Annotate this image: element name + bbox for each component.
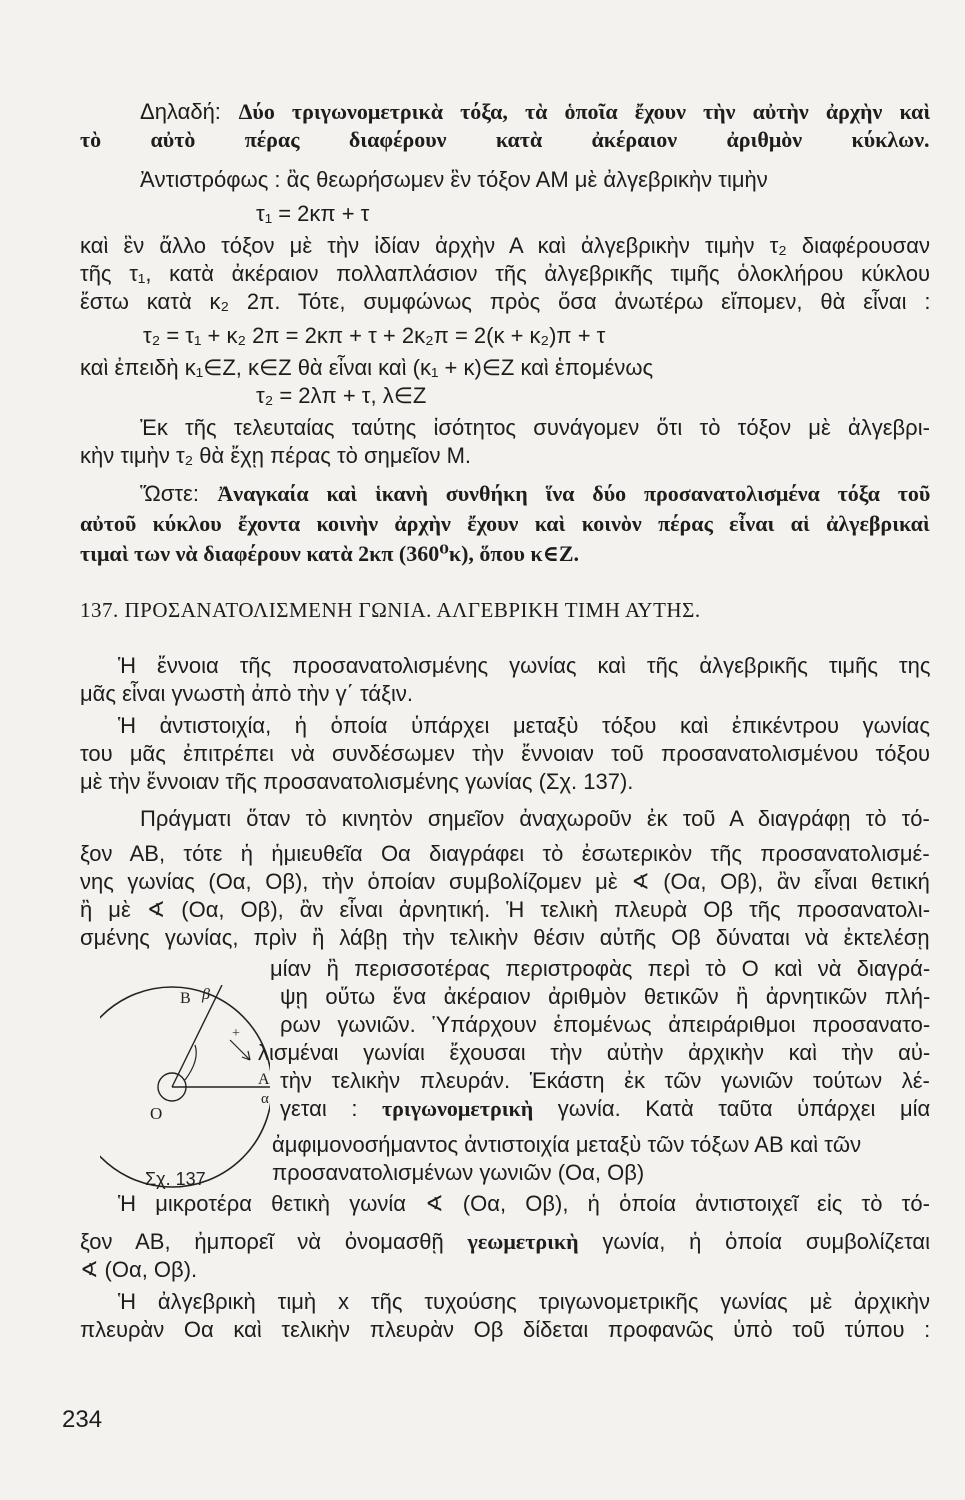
text-line <box>280 1067 930 1095</box>
text-line <box>80 260 930 288</box>
text-segment: Ἀναγκαία καὶ ἱκανὴ συνθήκη ἵνα δύο προσανατολισμένα τόξα τοῦ <box>217 481 931 506</box>
text-line <box>272 1159 644 1187</box>
text-line <box>80 680 413 708</box>
label-plus: + <box>232 1026 240 1041</box>
text-line <box>140 480 930 508</box>
text-line <box>80 596 701 624</box>
text-segment: γεωμετρικὴ <box>467 1229 579 1254</box>
text-segment: μίαν ἢ περισσοτέρας περιστροφὰς περὶ τὸ Ο καὶ νὰ διαγρά- <box>270 956 931 981</box>
text-segment: τ₂ = 2λπ + τ, λ∈Ζ <box>256 383 427 408</box>
text-line <box>140 414 930 442</box>
text-line <box>80 740 930 768</box>
text-segment: γεται : <box>280 1096 382 1121</box>
text-line <box>280 983 930 1011</box>
text-segment: κὴν τιμὴν τ₂ θὰ ἔχῃ πέρας τὸ σημεῖον Μ. <box>80 443 472 468</box>
text-segment: Δηλαδή: <box>140 99 239 124</box>
text-line <box>118 652 930 680</box>
text-segment: τὸ αὐτὸ πέρας διαφέρουν κατὰ ἀκέραιον ἀριθμὸν κύκλων. <box>80 127 930 152</box>
text-segment: πλευρὰν Οα καὶ τελικὴν πλευρὰν Οβ δίδεται προφανῶς ὑπὸ τοῦ τύπου : <box>80 1317 931 1342</box>
figure-caption: Σχ. 137 <box>145 1169 206 1189</box>
text-line <box>272 1131 861 1159</box>
text-segment: , ἠμπορεῖ νὰ ὀνομασθῇ <box>164 1229 468 1254</box>
text-segment: Ἡ ἔννοια τῆς προσανατολισμένης γωνίας καὶ τῆς ἀλγεβρικῆς τιμῆς της <box>118 653 931 678</box>
label-b: B <box>180 990 191 1007</box>
text-segment: ΑΒ <box>754 1132 784 1157</box>
text-line <box>80 510 930 538</box>
text-segment: , τότε ἡ ἡμιευθεῖα Οα διαγράφει τὸ ἐσωτερικὸν τῆς προσανατολισμέ- <box>158 841 930 866</box>
text-segment: μὲ ἀλγεβρικὴν τιμὴν <box>568 167 768 192</box>
text-line <box>280 1095 930 1123</box>
text-segment: Ἡ ἀντιστοιχία, ἡ ὁποία ὑπάρχει μεταξὺ τόξου καὶ ἐπικέντρου γωνίας <box>118 713 930 738</box>
text-segment: ρων γωνιῶν. Ὑπάρχουν ἑπομένως ἀπειράριθμοι προσανατο- <box>280 1012 931 1037</box>
text-segment: Δύο τριγωνομετρικὰ τόξα, τὰ ὁποῖα ἔχουν τὴν αὐτὴν ἀρχὴν καὶ <box>238 99 931 124</box>
text-segment: 137. ΠΡΟΣΑΝΑΤΟΛΙΣΜΕΝΗ ΓΩΝΙΑ. ΑΛΓΕΒΡΙΚΗ ΤΙΜΗ ΑΥΤΗΣ. <box>80 598 701 622</box>
text-line <box>80 924 930 952</box>
text-segment: Ἡ ἀλγεβρικὴ τιμὴ x τῆς τυχούσης τριγωνομετρικῆς γωνίας μὲ ἀρχικὴν <box>118 1289 930 1314</box>
text-line <box>80 768 633 796</box>
label-o: O <box>150 1104 163 1123</box>
text-line <box>80 126 930 154</box>
text-line <box>143 322 605 350</box>
text-line <box>80 896 930 924</box>
text-segment: λισμέναι γωνίαι ἔχουσαι τὴν αὐτὴν ἀρχικὴν καὶ τὴν αὐ- <box>258 1040 931 1065</box>
text-line <box>80 540 579 568</box>
text-segment: Ὥστε: <box>140 481 218 506</box>
text-segment: τῆς τ₁, κατὰ ἀκέραιον πολλαπλάσιον τῆς ἀλγεβρικῆς τιμῆς ὁλοκλήρου κύκλου <box>80 261 931 286</box>
text-segment: γωνία. Κατὰ ταῦτα ὑπάρχει μία <box>533 1096 931 1121</box>
text-segment: ἔστω κατὰ κ₂ 2π. Τότε, συμφώνως πρὸς ὅσα ἀνωτέρω εἴπομεν, θὰ εἶναι : <box>80 289 931 314</box>
text-segment: ΑΒ <box>129 841 159 866</box>
label-alpha: α <box>261 1091 269 1107</box>
text-line <box>80 840 930 868</box>
text-line <box>258 1039 930 1067</box>
text-line <box>140 166 768 194</box>
text-line <box>80 1228 930 1256</box>
text-segment: μᾶς εἶναι γνωστὴ ἀπὸ τὴν γ΄ τάξιν. <box>80 681 413 706</box>
text-segment: καὶ τῶν <box>783 1132 862 1157</box>
text-line <box>80 288 930 316</box>
text-line <box>256 200 369 228</box>
label-beta: β <box>202 986 210 1003</box>
text-segment: τιμαὶ των νὰ διαφέρουν κατὰ 2κπ (360⁰κ), ὅπου κ∈Ζ. <box>80 541 580 566</box>
text-segment: ξον <box>80 1229 136 1254</box>
text-segment: γωνία, ἡ ὁποία συμβολίζεται <box>578 1229 930 1254</box>
text-line <box>256 382 426 410</box>
text-segment: νης γωνίας (Οα, Οβ), τὴν ὁποίαν συμβολίζομεν μὲ ∢ (Οα, Οβ), ἂν εἶναι θετική <box>80 869 930 894</box>
text-line <box>280 1011 930 1039</box>
text-segment: Πράγματι ὅταν τὸ κινητὸν σημεῖον ἀναχωροῦν ἐκ τοῦ Α διαγράφῃ τὸ τό- <box>140 806 930 831</box>
text-segment: ΑΜ <box>535 167 569 192</box>
text-segment: προσανατολισμένων γωνιῶν (Οα, Οβ) <box>272 1160 645 1185</box>
text-segment: Ἡ μικροτέρα θετικὴ γωνία ∢ (Οα, Οβ), ἡ ὁποία ἀντιστοιχεῖ εἰς τὸ τό- <box>118 1191 930 1216</box>
text-line <box>140 805 930 833</box>
text-line <box>118 1288 930 1316</box>
text-segment: σμένης γωνίας, πρὶν ἢ λάβῃ τὴν τελικὴν θέσιν αὐτῆς Οβ δύναται νὰ ἐκτελέσῃ <box>80 925 930 950</box>
text-segment: αὐτοῦ κύκλου ἔχοντα κοινὴν ἀρχὴν ἔχουν καὶ κοινὸν πέρας εἶναι αἱ ἀλγεβρικαὶ <box>80 511 930 536</box>
text-segment: Ἐκ τῆς τελευταίας ταύτης ἰσότητος συνάγομεν ὅτι τὸ τόξον μὲ ἀλγεβρι- <box>140 415 930 440</box>
label-a: A <box>258 1071 270 1088</box>
text-segment: ψῃ οὕτω ἕνα ἀκέραιον ἀριθμὸν θετικῶν ἢ ἀρνητικῶν πλή- <box>280 984 931 1009</box>
text-line <box>140 98 930 126</box>
text-line <box>80 354 653 382</box>
figure-137 <box>100 985 270 1200</box>
text-segment: μὲ τὴν ἔννοιαν τῆς προσανατολισμένης γωνίας (Σχ. 137). <box>80 769 634 794</box>
text-segment: τ₁ = 2κπ + τ <box>256 201 370 226</box>
text-segment: ἢ μὲ ∢ (Οα, Οβ), ἂν εἶναι ἀρνητική. Ἡ τελικὴ πλευρὰ Οβ τῆς προσανατολι- <box>80 897 931 922</box>
text-segment: ξον <box>80 841 130 866</box>
text-segment: ΑΒ <box>135 1229 165 1254</box>
text-line <box>80 868 930 896</box>
text-line <box>80 1316 930 1344</box>
text-line <box>270 955 930 983</box>
direction-arrow <box>230 1040 250 1060</box>
text-segment: καὶ ἐπειδὴ κ₁∈Ζ, κ∈Ζ θὰ εἶναι καὶ (κ₁ + κ)∈Ζ καὶ ἑπομένως <box>80 355 654 380</box>
text-segment: τριγωνομετρικὴ <box>382 1096 534 1121</box>
text-line <box>80 232 930 260</box>
text-segment: ἀμφιμονοσήμαντος ἀντιστοιχία μεταξὺ τῶν τόξων <box>272 1132 755 1157</box>
text-segment: καὶ ἓν ἄλλο τόξον μὲ τὴν ἰδίαν ἀρχὴν Α καὶ ἀλγεβρικὴν τιμὴν τ₂ διαφέρουσαν <box>80 233 930 258</box>
text-segment: τ₂ = τ₁ + κ₂ 2π = 2κπ + τ + 2κ₂π = 2(κ + κ₂)π + τ <box>143 323 606 348</box>
text-line <box>80 442 471 470</box>
text-line <box>80 1256 197 1284</box>
text-segment: Ἀντιστρόφως : ἂς θεωρήσωμεν ἓν τόξον <box>140 167 536 192</box>
text-segment: ∢ (Οα, Οβ). <box>80 1257 198 1282</box>
text-segment: τὴν τελικὴν πλευράν. Ἑκάστη ἐκ τῶν γωνιῶν τούτων λέ- <box>280 1068 930 1093</box>
text-line <box>118 712 930 740</box>
text-segment: του μᾶς ἐπιτρέπει νὰ συνδέσωμεν τὴν ἔννοιαν τοῦ προσανατολισμένου τόξου <box>80 741 931 766</box>
page-number: 234 <box>62 1406 103 1433</box>
